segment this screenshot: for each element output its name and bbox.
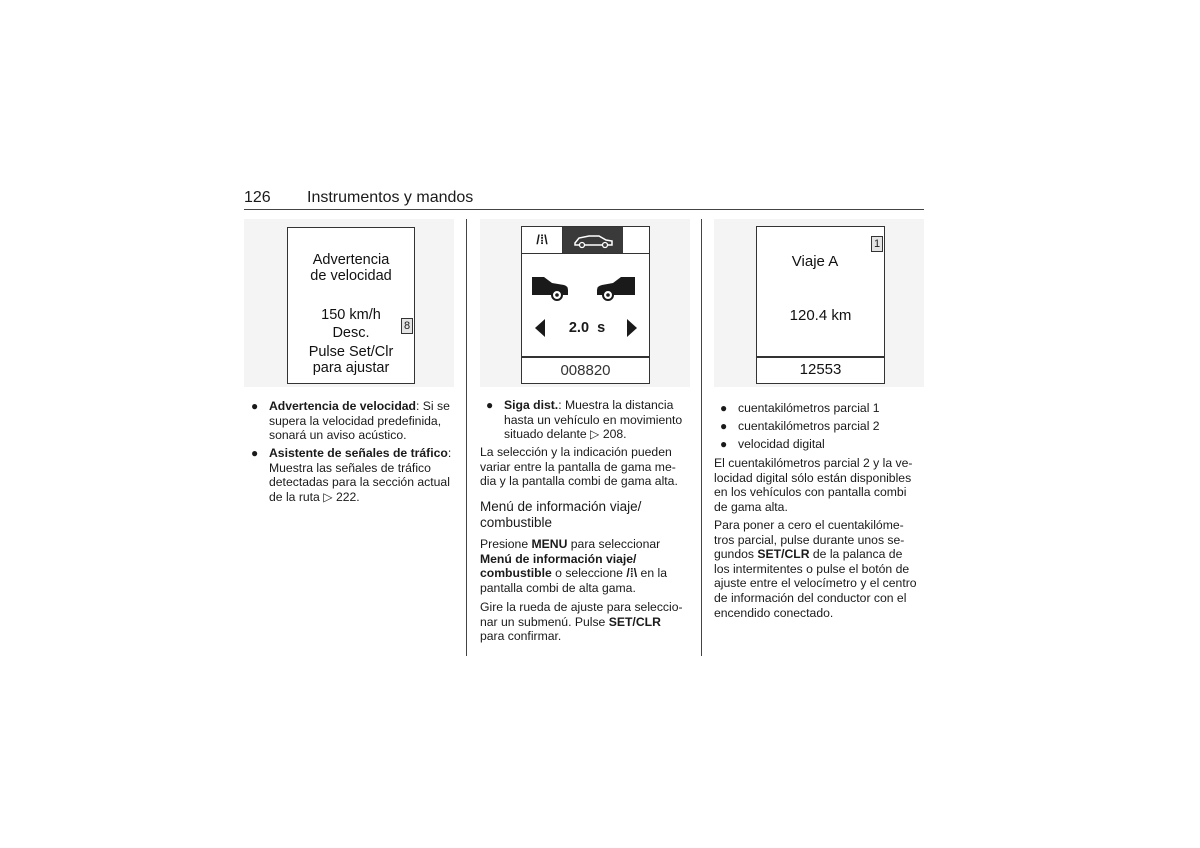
page-header	[244, 189, 924, 210]
bullet-trip-2: ● cuentakilómetros parcial 2	[720, 419, 880, 433]
bullet-dot-icon: ●	[251, 399, 259, 413]
lane-assist-icon: /⁞\	[536, 232, 548, 247]
trip-distance: 120.4 km	[789, 307, 852, 324]
bullet-speed-warning: ● Advertencia de velocidad: Si se supera la velocidad predefinida, sonará un aviso acústico.	[251, 399, 450, 443]
bullet-dot-icon: ●	[720, 419, 728, 433]
decrease-arrow-icon	[534, 318, 546, 338]
trip-title: Viaje A	[791, 253, 839, 270]
page-badge: 8	[401, 318, 413, 334]
speed-value: 150 km/h	[321, 307, 381, 323]
paragraph-availability: El cuentakilómetros parcial 2 y la ve- locidad digital sólo están disponibles en los vehículos con pantalla combi de gama alta.	[714, 456, 913, 514]
bullet-dot-icon: ●	[251, 446, 259, 460]
hint-line-1: Pulse Set/Clr	[308, 344, 394, 360]
odometer-divider	[522, 356, 649, 358]
own-car-icon	[530, 271, 570, 303]
distance-gap-value: 2.0 s	[568, 320, 606, 336]
page-badge: 1	[871, 236, 883, 252]
paragraph-adjust: Gire la rueda de ajuste para seleccio- nar un submenú. Pulse SET/CLR para confirmar.	[480, 600, 683, 644]
trip-meter-display	[756, 226, 885, 384]
tab-assist	[522, 227, 563, 253]
follow-distance-display	[521, 226, 650, 384]
tab-bar	[522, 227, 649, 254]
odometer-value: 12553	[799, 361, 842, 378]
paragraph-menu: Presione MENU para seleccionar Menú de información viaje/ combustible o seleccione /⁞\ en la pantalla combi de alta gama.	[480, 537, 667, 595]
bullet-digital-speed: ● velocidad digital	[720, 437, 825, 451]
speed-warning-display	[287, 227, 415, 384]
display-line-1: Advertencia	[312, 252, 390, 268]
display-line-2: de velocidad	[310, 268, 392, 284]
column-divider-2	[701, 219, 702, 656]
paragraph-reset: Para poner a cero el cuentakilóme- tros parcial, pulse durante unos se- gundos SET/CLR de la palanca de los intermitentes o pulse el botón de ajuste entre el velocímetro y el centro de información del conductor con el encendido conectado.	[714, 518, 917, 620]
bullet-traffic-signs: ● Asistente de señales de tráfico: Muestra las señales de tráfico detectadas para la sección actual de la ruta ▷ 222.	[251, 446, 452, 504]
column-divider-1	[466, 219, 467, 656]
increase-arrow-icon	[626, 318, 638, 338]
odometer-value: 008820	[560, 362, 611, 379]
bullet-dot-icon: ●	[486, 398, 494, 412]
tab-vehicle	[563, 227, 623, 253]
trip-meter-figure	[714, 219, 924, 387]
section-heading: Menú de información viaje/ combustible	[480, 499, 642, 530]
speed-warning-figure	[244, 219, 454, 387]
hint-line-2: para ajustar	[312, 360, 390, 376]
paragraph-selection: La selección y la indicación pueden variar entre la pantalla de gama me- dia y la pantalla combi de gama alta.	[480, 445, 678, 489]
bullet-dot-icon: ●	[720, 437, 728, 451]
odometer-divider	[757, 356, 884, 358]
bullet-dot-icon: ●	[720, 401, 728, 415]
warning-state: Desc.	[332, 325, 370, 341]
follow-distance-figure	[480, 219, 690, 387]
lane-assist-icon: /⁞\	[626, 566, 638, 581]
chapter-title: Instrumentos y mandos	[307, 189, 474, 206]
page-number: 126	[244, 189, 271, 206]
lead-car-icon	[595, 271, 637, 303]
car-outline-icon	[563, 227, 623, 253]
bullet-follow-distance: ● Siga dist.: Muestra la distancia hasta un vehículo en movimiento situado delante ▷ 208.	[486, 398, 683, 442]
bullet-trip-1: ● cuentakilómetros parcial 1	[720, 401, 880, 415]
